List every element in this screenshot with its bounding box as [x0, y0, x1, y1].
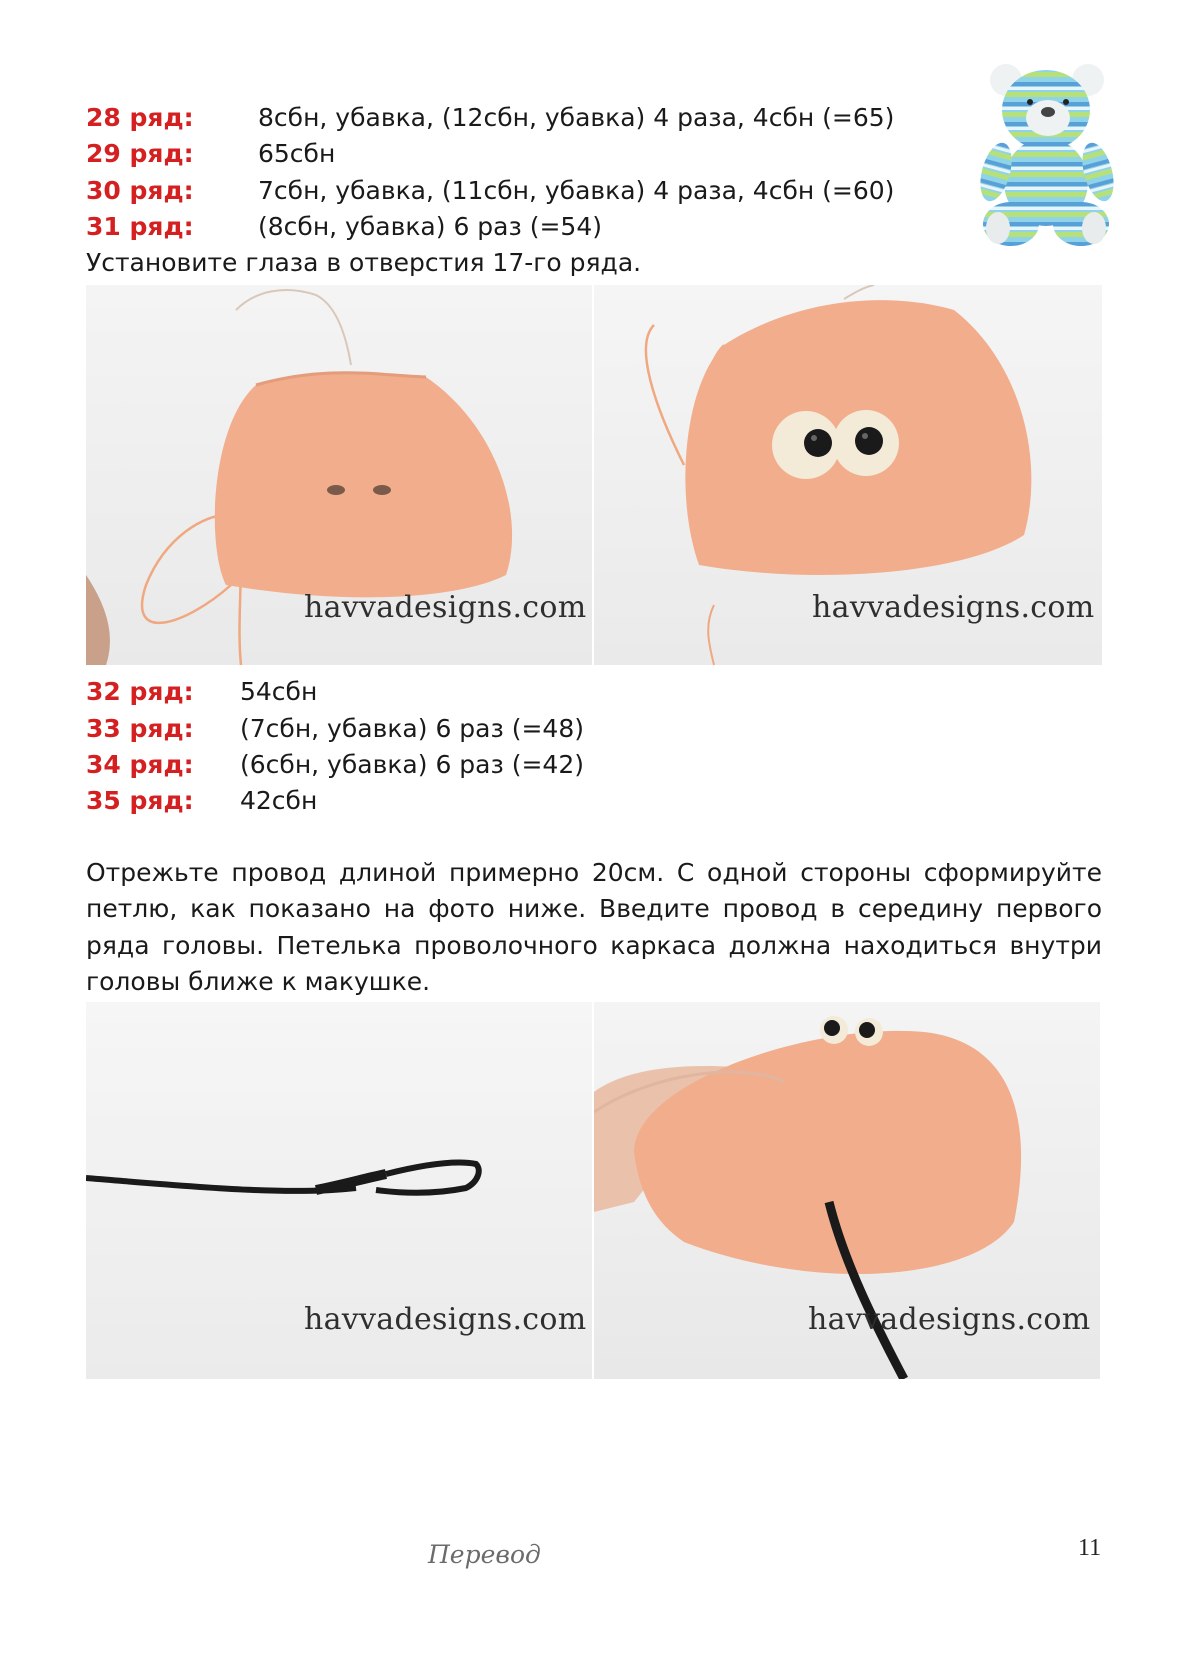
watermark: havvadesigns.com [808, 1302, 1091, 1337]
note-eyes: Установите глаза в отверстия 17-го ряда. [86, 248, 642, 277]
teddy-bear-logo [966, 52, 1136, 252]
photo-head-eye-holes [86, 285, 592, 665]
row-label: 35 ряд: [86, 786, 194, 815]
watermark: havvadesigns.com [812, 590, 1095, 625]
row-label: 33 ряд: [86, 714, 194, 743]
row-text: 7сбн, убавка, (11сбн, убавка) 4 раза, 4сбн (=60) [258, 176, 895, 205]
row-label: 32 ряд: [86, 677, 194, 706]
row-text: 65сбн [258, 139, 336, 168]
photo-wire-loop [86, 1002, 592, 1379]
watermark: havvadesigns.com [304, 590, 587, 625]
watermark: havvadesigns.com [304, 1302, 587, 1337]
row-label: 30 ряд: [86, 176, 194, 205]
row-text: (8сбн, убавка) 6 раз (=54) [258, 212, 602, 241]
footer-translation-label: Перевод [428, 1540, 541, 1569]
row-label: 31 ряд: [86, 212, 194, 241]
row-label: 29 ряд: [86, 139, 194, 168]
row-text: (6сбн, убавка) 6 раз (=42) [240, 750, 584, 779]
photo-wire-in-head [594, 1002, 1100, 1379]
row-text: 54сбн [240, 677, 318, 706]
page-number: 11 [1078, 1535, 1102, 1561]
row-text: (7сбн, убавка) 6 раз (=48) [240, 714, 584, 743]
photo-head-with-eyes [594, 285, 1102, 665]
row-label: 34 ряд: [86, 750, 194, 779]
row-label: 28 ряд: [86, 103, 194, 132]
wire-instructions: Отрежьте провод длиной примерно 20см. С одной стороны сформируйте петлю, как показано на фото ниже. Введите провод в середину первого ряда головы. Петелька проволочного каркаса должна находиться внутри головы ближе к макушке. [86, 858, 1102, 997]
row-text: 42сбн [240, 786, 318, 815]
row-text: 8сбн, убавка, (12сбн, убавка) 4 раза, 4сбн (=65) [258, 103, 895, 132]
